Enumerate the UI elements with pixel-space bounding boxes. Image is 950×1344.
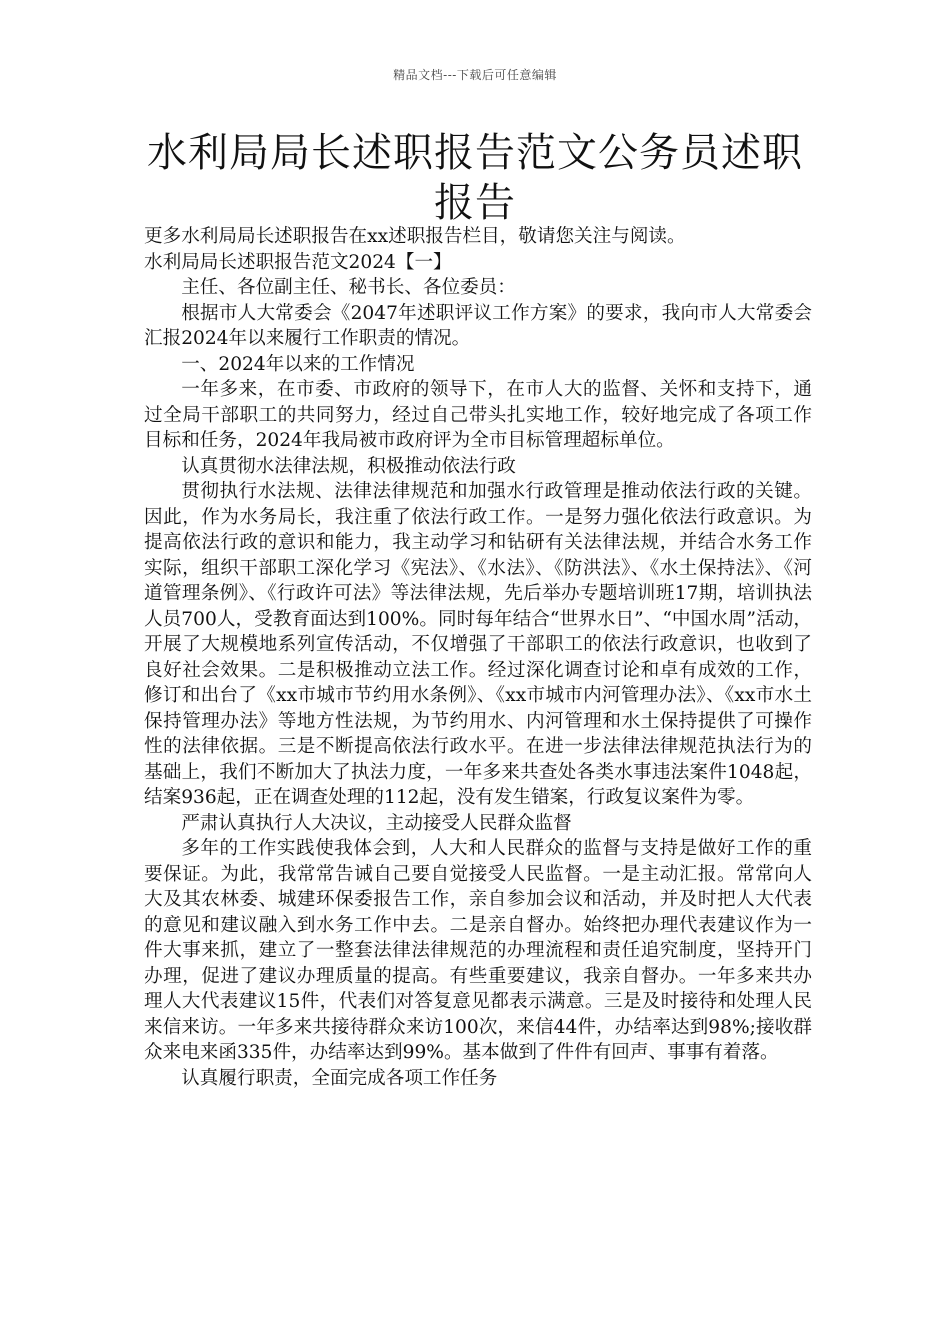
- body-paragraph: 主任、各位副主任、秘书长、各位委员：: [181, 277, 516, 298]
- document-body: [144, 224, 812, 1091]
- body-paragraph: 多年的工作实践使我体会到，人大和人民群众的监督与支持是做好工作的重要保证。为此，我常常告诫自己要自觉接受人民监督。一是主动汇报。常常向人大及其农林委、城建环保委报告工作，亲自参加会议和活动，并及时把人大代表的意见和建议融入到水务工作中去。二是亲自督办。始终把办理代表建议作为一件大事来抓，建立了一整套法律法律规范的办理流程和责任追究制度，坚持开门办理，促进了建议办理质量的提高。有些重要建议，我亲自督办。一年多来共办理人大代表建议15件，代表们对答复意见都表示满意。三是及时接待和处理人民来信来访。一年多来共接待群众来访100次，来信44件，办结率达到98%;接收群众来电来函335件，办结率达到99%。基本做到了件件有回声、事事有着落。: [144, 838, 812, 1063]
- body-paragraph: 根据市人大常委会《2047年述职评议工作方案》的要求，我向市人大常委会汇报2024年以来履行工作职责的情况。: [144, 302, 812, 349]
- body-paragraph: 认真贯彻水法律法规，积极推动依法行政: [181, 455, 516, 477]
- document-title: 水利局局长述职报告范文公务员述职报告: [147, 130, 803, 226]
- body-paragraph: 一、2024年以来的工作情况: [181, 353, 415, 375]
- page-header-note: 精品文档---下载后可任意编辑: [393, 68, 557, 82]
- body-paragraph: 更多水利局局长述职报告在xx述职报告栏目，敬请您关注与阅读。: [144, 226, 686, 247]
- body-paragraph: 水利局局长述职报告范文2024【一】: [144, 251, 452, 273]
- body-paragraph: 严肃认真执行人大决议，主动接受人民群众监督: [181, 812, 572, 834]
- body-paragraph: 一年多来，在市委、市政府的领导下，在市人大的监督、关怀和支持下，通过全局干部职工的共同努力，经过自己带头扎实地工作，较好地完成了各项工作目标和任务，2024年我局被市政府评为全市目标管理超标单位。: [144, 379, 812, 451]
- body-paragraph: 认真履行职责，全面完成各项工作任务: [181, 1067, 498, 1089]
- body-paragraph: 贯彻执行水法规、法律法律规范和加强水行政管理是推动依法行政的关键。因此，作为水务局长，我注重了依法行政工作。一是努力强化依法行政意识。为提高依法行政的意识和能力，我主动学习和钻研有关法律法规，并结合水务工作实际，组织干部职工深化学习《宪法》、《水法》、《防洪法》、《水土保持法》、《河道管理条例》、《行政许可法》等法律法规，先后举办专题培训班17期，培训执法人员700人，受教育面达到100%。同时每年结合“世界水日”、“中国水周”活动，开展了大规模地系列宣传活动，不仅增强了干部职工的依法行政意识，也收到了良好社会效果。二是积极推动立法工作。经过深化调查讨论和卓有成效的工作，修订和出台了《xx市城市节约用水条例》、《xx市城市内河管理办法》、《xx市水土保持管理办法》等地方性法规，为节约用水、内河管理和水土保持提供了可操作性的法律依据。三是不断提高依法行政水平。在进一步法律法律规范执法行为的基础上，我们不断加大了执法力度，一年多来共查处各类水事违法案件1048起，结案936起，正在调查处理的112起，没有发生错案，行政复议案件为零。: [144, 481, 812, 808]
